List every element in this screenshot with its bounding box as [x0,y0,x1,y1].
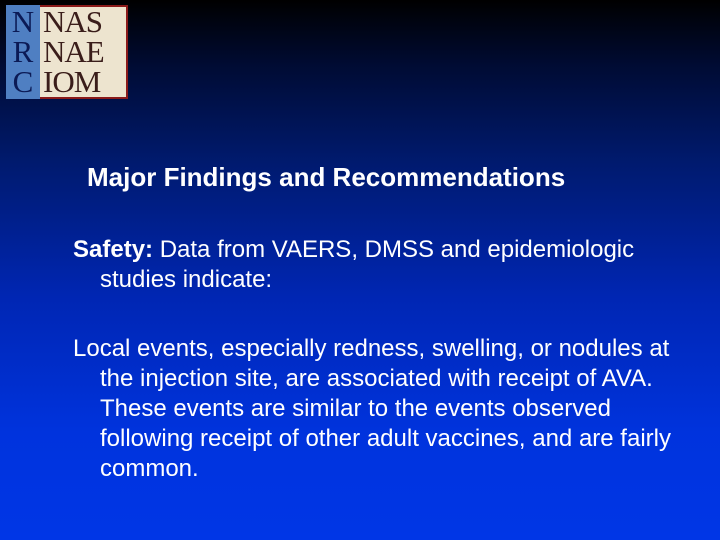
logo-letter-r: R [12,34,34,69]
safety-paragraph [73,235,703,295]
slide-title: Major Findings and Recommendations [87,162,566,192]
logo-word-iom: IOM [43,64,101,99]
safety-text: Data from VAERS, DMSS and epidemiologic studies indicate: [100,236,635,293]
logo-word-nae: NAE [43,34,104,69]
nrc-logo [6,5,128,99]
safety-label: Safety: [73,236,154,263]
logo-letter-c: C [12,64,34,99]
local-events-paragraph: Local events, especially redness, swelling, or nodules at the injection site, are associated with receipt of AVA. These events are similar to the events observed following receipt of other adult vaccines, and are fairly common. [73,335,671,482]
logo-letters-column [6,5,40,99]
logo-word-nas: NAS [43,4,103,39]
logo-letter-n: N [11,4,35,39]
logo-words-column [40,4,126,99]
